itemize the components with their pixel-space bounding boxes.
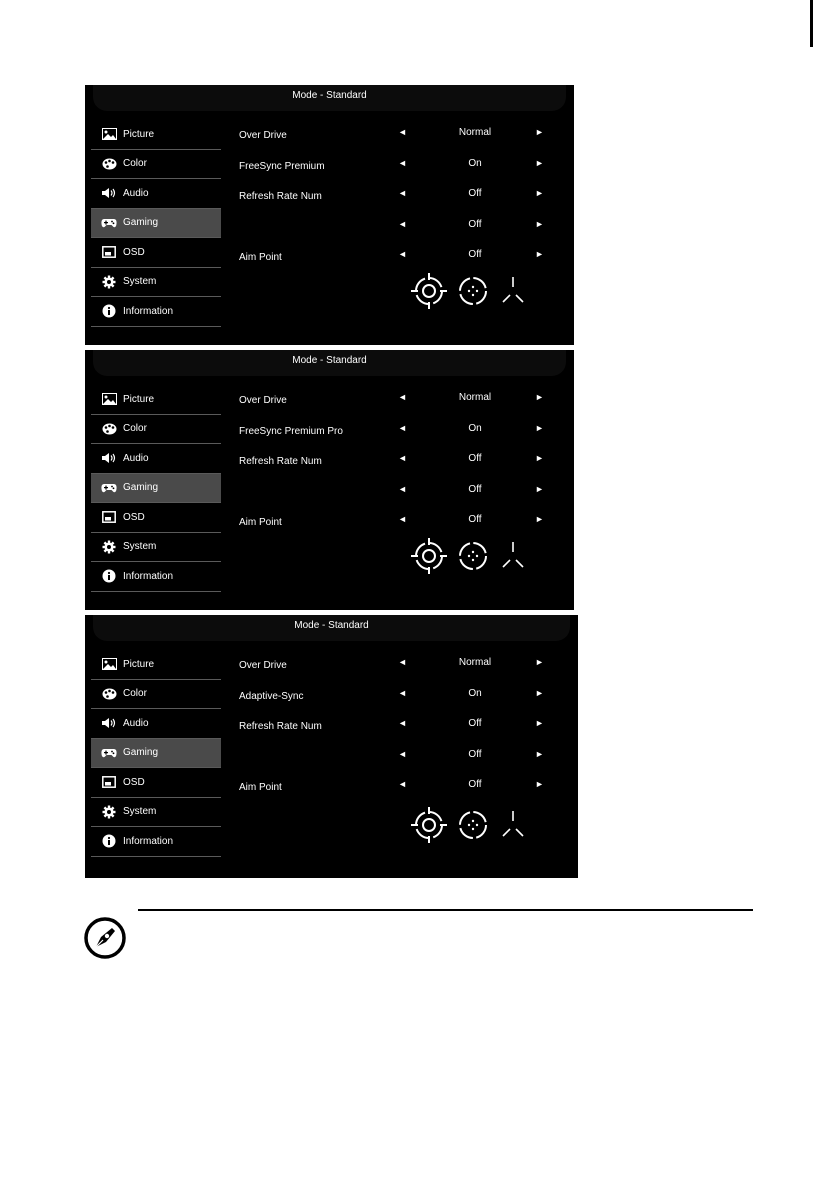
setting-value: Normal: [458, 657, 492, 668]
sidebar-item-label: Gaming: [123, 217, 159, 229]
sidebar-item-label: Picture: [123, 658, 155, 670]
setting-value: On: [468, 157, 482, 169]
setting-value: Off: [468, 718, 482, 729]
sidebar-item-audio[interactable]: [91, 179, 221, 209]
color-icon: [101, 687, 117, 701]
arrow-left-icon[interactable]: ◄: [398, 718, 407, 728]
information-icon: [101, 304, 117, 318]
osd-panel-1: [85, 85, 574, 345]
sidebar-item-label: Audio: [123, 187, 149, 199]
setting-row-over-drive[interactable]: [235, 386, 554, 417]
sidebar-item-gaming[interactable]: [91, 474, 221, 504]
sidebar: [91, 385, 221, 592]
sidebar-item-label: Picture: [123, 393, 155, 405]
mode-title: Mode - Standard: [93, 350, 566, 376]
note-section: [80, 905, 760, 955]
setting-value: On: [468, 687, 482, 699]
setting-value: Off: [468, 249, 482, 260]
setting-row-freesync[interactable]: [235, 152, 554, 183]
sidebar-item-label: System: [123, 276, 157, 288]
note-divider: [138, 909, 753, 911]
setting-value: Off: [468, 453, 482, 464]
aim-point-options: [410, 271, 550, 313]
sidebar-item-audio[interactable]: [91, 709, 221, 739]
setting-row-over-drive[interactable]: [235, 121, 554, 152]
arrow-right-icon[interactable]: ►: [535, 392, 544, 402]
sidebar-item-osd[interactable]: [91, 768, 221, 798]
aim-point-2-icon[interactable]: [456, 271, 490, 311]
audio-icon: [101, 186, 117, 200]
setting-label: Aim Point: [239, 252, 282, 263]
setting-label: Refresh Rate Num: [239, 191, 322, 202]
sidebar-item-label: Audio: [123, 717, 149, 729]
arrow-right-icon[interactable]: ►: [535, 657, 544, 667]
sidebar-item-system[interactable]: [91, 268, 221, 298]
sidebar: [91, 650, 221, 857]
aim-point-3-icon[interactable]: [498, 805, 528, 845]
setting-value: Normal: [458, 392, 492, 403]
sidebar-item-picture[interactable]: [91, 385, 221, 415]
osd-panel-3: [85, 615, 578, 878]
aim-point-2-icon[interactable]: [456, 805, 490, 845]
setting-value: Off: [468, 218, 482, 230]
setting-label: Refresh Rate Num: [239, 721, 322, 732]
arrow-left-icon[interactable]: ◄: [398, 392, 407, 402]
gaming-icon: [101, 481, 117, 495]
sidebar-item-label: OSD: [123, 246, 145, 258]
arrow-right-icon[interactable]: ►: [535, 127, 544, 137]
system-icon: [101, 540, 117, 554]
arrow-left-icon[interactable]: ◄: [398, 127, 407, 137]
setting-label: Adaptive-Sync: [239, 690, 304, 702]
arrow-right-icon[interactable]: ►: [535, 718, 544, 728]
arrow-left-icon[interactable]: ◄: [398, 422, 407, 433]
setting-row-refresh-rate-num[interactable]: [235, 712, 558, 743]
mode-title: Mode - Standard: [93, 85, 566, 111]
sidebar-item-label: Gaming: [123, 482, 159, 494]
arrow-right-icon[interactable]: ►: [535, 218, 544, 229]
sidebar-item-picture[interactable]: [91, 650, 221, 680]
arrow-right-icon[interactable]: ►: [535, 483, 544, 494]
note-icon: [82, 915, 128, 961]
arrow-left-icon[interactable]: ◄: [398, 657, 407, 667]
sidebar-item-system[interactable]: [91, 798, 221, 828]
gaming-settings: [235, 386, 554, 539]
gaming-icon: [101, 746, 117, 760]
sidebar-item-audio[interactable]: [91, 444, 221, 474]
sidebar-item-color[interactable]: [91, 680, 221, 710]
sidebar-item-label: Color: [123, 423, 147, 435]
setting-row-unlabeled[interactable]: [235, 478, 554, 509]
picture-icon: [101, 657, 117, 671]
arrow-right-icon[interactable]: ►: [535, 188, 544, 198]
osd-icon: [101, 775, 117, 789]
setting-row-aim-point[interactable]: [235, 243, 554, 274]
setting-label: FreeSync Premium: [239, 160, 325, 172]
aim-point-3-icon[interactable]: [498, 536, 528, 576]
setting-row-aim-point[interactable]: [235, 773, 558, 804]
arrow-left-icon[interactable]: ◄: [398, 157, 407, 168]
sidebar-item-label: Picture: [123, 128, 155, 140]
setting-label: Over Drive: [239, 395, 287, 406]
sidebar-item-label: Gaming: [123, 747, 159, 759]
arrow-right-icon[interactable]: ►: [535, 249, 544, 259]
arrow-left-icon[interactable]: ◄: [398, 218, 407, 229]
setting-label: Refresh Rate Num: [239, 456, 322, 467]
setting-label: Over Drive: [239, 660, 287, 671]
sidebar-item-label: Information: [123, 835, 174, 847]
sidebar-item-label: System: [123, 541, 157, 553]
arrow-left-icon[interactable]: ◄: [398, 453, 407, 463]
setting-row-refresh-rate-num[interactable]: [235, 182, 554, 213]
setting-row-freesync[interactable]: [235, 417, 554, 448]
setting-value: On: [468, 422, 482, 434]
setting-row-refresh-rate-num[interactable]: [235, 447, 554, 478]
sidebar-item-information[interactable]: [91, 297, 221, 327]
setting-value: Off: [468, 748, 482, 760]
osd-icon: [101, 510, 117, 524]
setting-label: Over Drive: [239, 130, 287, 141]
gaming-settings: [235, 651, 558, 804]
setting-row-unlabeled[interactable]: [235, 213, 554, 244]
sidebar-item-label: System: [123, 806, 157, 818]
aim-point-options: [410, 805, 550, 847]
information-icon: [101, 834, 117, 848]
arrow-right-icon[interactable]: ►: [535, 157, 544, 168]
arrow-left-icon[interactable]: ◄: [398, 514, 407, 524]
setting-row-adaptive-sync[interactable]: [235, 682, 558, 713]
picture-icon: [101, 127, 117, 141]
osd-panel-2: [85, 350, 574, 610]
information-icon: [101, 569, 117, 583]
arrow-left-icon[interactable]: ◄: [398, 748, 407, 759]
osd-icon: [101, 245, 117, 259]
setting-value: Normal: [458, 127, 492, 138]
aim-point-3-icon[interactable]: [498, 271, 528, 311]
sidebar-item-information[interactable]: [91, 827, 221, 857]
setting-row-aim-point[interactable]: [235, 508, 554, 539]
arrow-left-icon[interactable]: ◄: [398, 687, 407, 698]
sidebar-item-color[interactable]: [91, 415, 221, 445]
sidebar-item-system[interactable]: [91, 533, 221, 563]
arrow-right-icon[interactable]: ►: [535, 453, 544, 463]
audio-icon: [101, 451, 117, 465]
sidebar: [91, 120, 221, 327]
cut-line: [810, 0, 813, 47]
sidebar-item-label: OSD: [123, 511, 145, 523]
setting-label: Aim Point: [239, 517, 282, 528]
setting-row-unlabeled[interactable]: [235, 743, 558, 774]
sidebar-item-label: OSD: [123, 776, 145, 788]
setting-value: Off: [468, 188, 482, 199]
sidebar-item-picture[interactable]: [91, 120, 221, 150]
gaming-settings: [235, 121, 554, 274]
color-icon: [101, 422, 117, 436]
arrow-left-icon[interactable]: ◄: [398, 188, 407, 198]
arrow-right-icon[interactable]: ►: [535, 779, 544, 789]
sidebar-item-osd[interactable]: [91, 503, 221, 533]
arrow-right-icon[interactable]: ►: [535, 422, 544, 433]
picture-icon: [101, 392, 117, 406]
sidebar-item-osd[interactable]: [91, 238, 221, 268]
color-icon: [101, 157, 117, 171]
arrow-right-icon[interactable]: ►: [535, 687, 544, 698]
setting-value: Off: [468, 483, 482, 495]
sidebar-item-label: Color: [123, 688, 147, 700]
mode-title: Mode - Standard: [93, 615, 570, 641]
setting-value: Off: [468, 514, 482, 525]
aim-point-options: [410, 536, 550, 578]
arrow-left-icon[interactable]: ◄: [398, 249, 407, 259]
gaming-icon: [101, 216, 117, 230]
aim-point-1-icon[interactable]: [410, 805, 448, 845]
aim-point-1-icon[interactable]: [410, 536, 448, 576]
aim-point-2-icon[interactable]: [456, 536, 490, 576]
setting-row-over-drive[interactable]: [235, 651, 558, 682]
sidebar-item-information[interactable]: [91, 562, 221, 592]
setting-label: Aim Point: [239, 782, 282, 793]
aim-point-1-icon[interactable]: [410, 271, 448, 311]
setting-label: FreeSync Premium Pro: [239, 425, 343, 437]
arrow-right-icon[interactable]: ►: [535, 514, 544, 524]
sidebar-item-label: Information: [123, 305, 174, 317]
sidebar-item-gaming[interactable]: [91, 739, 221, 769]
setting-value: Off: [468, 779, 482, 790]
system-icon: [101, 805, 117, 819]
sidebar-item-label: Audio: [123, 452, 149, 464]
sidebar-item-label: Information: [123, 570, 174, 582]
arrow-right-icon[interactable]: ►: [535, 748, 544, 759]
sidebar-item-label: Color: [123, 158, 147, 170]
system-icon: [101, 275, 117, 289]
sidebar-item-color[interactable]: [91, 150, 221, 180]
audio-icon: [101, 716, 117, 730]
arrow-left-icon[interactable]: ◄: [398, 483, 407, 494]
arrow-left-icon[interactable]: ◄: [398, 779, 407, 789]
sidebar-item-gaming[interactable]: [91, 209, 221, 239]
